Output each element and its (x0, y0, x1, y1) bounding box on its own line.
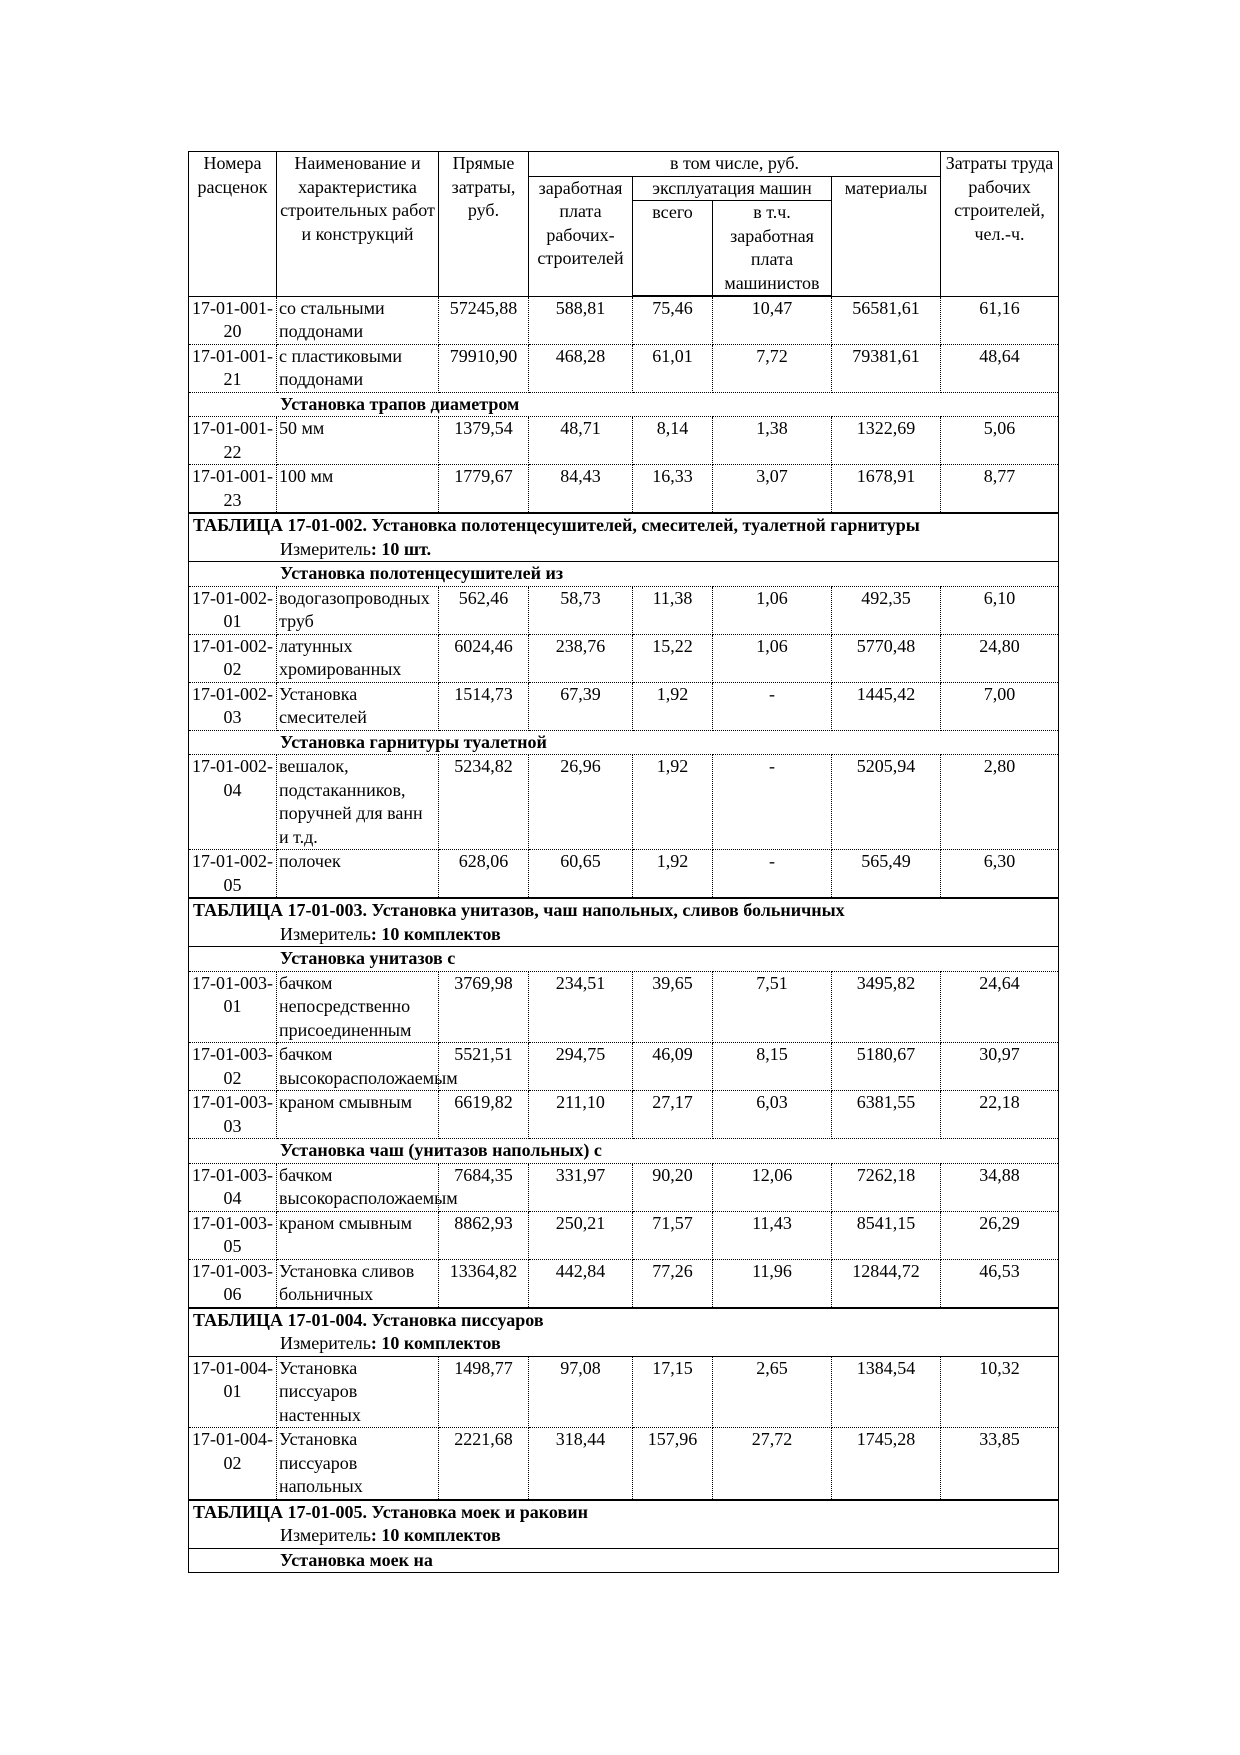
measure-unit (189, 923, 1059, 947)
row-direct-costs: 13364,82 (439, 1259, 529, 1308)
row-code: 17-01-003-05 (189, 1211, 277, 1259)
row-machines-total: 77,26 (633, 1259, 713, 1308)
row-name: бачком высокорасположаемым (277, 1163, 439, 1211)
row-labor: 7,00 (941, 682, 1059, 730)
row-code: 17-01-003-01 (189, 971, 277, 1043)
row-machines-wage: 10,47 (713, 296, 832, 344)
row-materials: 8541,15 (832, 1211, 941, 1259)
row-machines-total: 27,17 (633, 1091, 713, 1139)
row-direct-costs: 79910,90 (439, 344, 529, 392)
row-code: 17-01-002-02 (189, 634, 277, 682)
row-wage: 468,28 (529, 344, 633, 392)
group-heading: Установка трапов диаметром (189, 392, 1059, 417)
row-direct-costs: 562,46 (439, 586, 529, 634)
row-machines-wage: 7,72 (713, 344, 832, 392)
row-machines-wage: 6,03 (713, 1091, 832, 1139)
row-direct-costs: 628,06 (439, 850, 529, 899)
row-materials: 1678,91 (832, 465, 941, 514)
row-direct-costs: 5521,51 (439, 1043, 529, 1091)
header-name: Наименование и характеристика строительных работ и конструкций (277, 152, 439, 297)
row-materials: 3495,82 (832, 971, 941, 1043)
table-row (189, 1091, 1059, 1139)
row-materials: 1322,69 (832, 417, 941, 465)
group-heading-row (189, 1548, 1059, 1573)
row-machines-total: 75,46 (633, 296, 713, 344)
measure-row (189, 1332, 1059, 1356)
row-machines-total: 17,15 (633, 1356, 713, 1428)
row-wage: 588,81 (529, 296, 633, 344)
row-wage: 84,43 (529, 465, 633, 514)
table-row (189, 755, 1059, 850)
row-direct-costs: 7684,35 (439, 1163, 529, 1211)
row-machines-wage: 11,43 (713, 1211, 832, 1259)
row-labor: 33,85 (941, 1428, 1059, 1500)
row-labor: 6,10 (941, 586, 1059, 634)
row-machines-wage: 1,06 (713, 634, 832, 682)
row-labor: 24,64 (941, 971, 1059, 1043)
row-materials: 565,49 (832, 850, 941, 899)
table-row (189, 344, 1059, 392)
row-machines-total: 11,38 (633, 586, 713, 634)
row-direct-costs: 6619,82 (439, 1091, 529, 1139)
group-heading: Установка унитазов с (189, 947, 1059, 972)
row-name: вешалок, подстаканников, поручней для ванн и т.д. (277, 755, 439, 850)
row-name: бачком высокорасположаемым (277, 1043, 439, 1091)
group-heading: Установка полотенцесушителей из (189, 562, 1059, 587)
row-wage: 331,97 (529, 1163, 633, 1211)
row-code: 17-01-001-23 (189, 465, 277, 514)
row-materials: 6381,55 (832, 1091, 941, 1139)
row-wage: 250,21 (529, 1211, 633, 1259)
row-wage: 58,73 (529, 586, 633, 634)
group-heading-row (189, 947, 1059, 972)
row-materials: 492,35 (832, 586, 941, 634)
row-machines-wage: 27,72 (713, 1428, 832, 1500)
table-row (189, 417, 1059, 465)
row-machines-total: 1,92 (633, 755, 713, 850)
measure-unit (189, 1332, 1059, 1356)
row-machines-total: 46,09 (633, 1043, 713, 1091)
table-title-row (189, 1500, 1059, 1525)
row-machines-total: 15,22 (633, 634, 713, 682)
row-name: латунных хромированных (277, 634, 439, 682)
header-machines: эксплуатация машин (633, 176, 832, 201)
price-table (188, 151, 1059, 1573)
table-body (189, 296, 1059, 1573)
table-row (189, 1163, 1059, 1211)
header-wage: заработная плата рабочих-строителей (529, 176, 633, 296)
group-heading-row (189, 730, 1059, 755)
row-code: 17-01-003-03 (189, 1091, 277, 1139)
row-direct-costs: 6024,46 (439, 634, 529, 682)
measure-unit (189, 1524, 1059, 1548)
row-code: 17-01-003-02 (189, 1043, 277, 1091)
table-row (189, 465, 1059, 514)
table-row (189, 682, 1059, 730)
row-name: Установка писсуаров настенных (277, 1356, 439, 1428)
row-name: полочек (277, 850, 439, 899)
table-row (189, 850, 1059, 899)
measure-label: Измеритель (280, 538, 371, 559)
header-machines-total: всего (633, 201, 713, 297)
measure-label: Измеритель (280, 923, 371, 944)
header-including: в том числе, руб. (529, 152, 941, 177)
row-machines-total: 1,92 (633, 850, 713, 899)
row-code: 17-01-001-20 (189, 296, 277, 344)
row-machines-wage: 1,06 (713, 586, 832, 634)
row-code: 17-01-002-03 (189, 682, 277, 730)
row-materials: 56581,61 (832, 296, 941, 344)
row-labor: 8,77 (941, 465, 1059, 514)
row-materials: 5205,94 (832, 755, 941, 850)
price-table-sheet (188, 151, 1058, 1573)
row-machines-wage: 7,51 (713, 971, 832, 1043)
row-code: 17-01-002-04 (189, 755, 277, 850)
group-heading-row (189, 392, 1059, 417)
row-code: 17-01-001-22 (189, 417, 277, 465)
row-materials: 7262,18 (832, 1163, 941, 1211)
row-code: 17-01-002-01 (189, 586, 277, 634)
row-name: Установка сливов больничных (277, 1259, 439, 1308)
row-machines-total: 39,65 (633, 971, 713, 1043)
row-labor: 22,18 (941, 1091, 1059, 1139)
group-heading: Установка моек на (189, 1548, 1059, 1573)
row-machines-total: 157,96 (633, 1428, 713, 1500)
row-machines-wage: - (713, 755, 832, 850)
row-labor: 24,80 (941, 634, 1059, 682)
row-code: 17-01-002-05 (189, 850, 277, 899)
row-wage: 26,96 (529, 755, 633, 850)
row-code: 17-01-001-21 (189, 344, 277, 392)
measure-value: : 10 шт. (370, 538, 432, 559)
row-machines-total: 16,33 (633, 465, 713, 514)
header-code: Номера расценок (189, 152, 277, 297)
measure-value: : 10 комплектов (370, 1525, 501, 1545)
row-direct-costs: 2221,68 (439, 1428, 529, 1500)
row-labor: 34,88 (941, 1163, 1059, 1211)
row-materials: 12844,72 (832, 1259, 941, 1308)
row-machines-total: 61,01 (633, 344, 713, 392)
measure-label: Измеритель (280, 1333, 371, 1353)
row-labor: 46,53 (941, 1259, 1059, 1308)
row-labor: 6,30 (941, 850, 1059, 899)
row-code: 17-01-003-04 (189, 1163, 277, 1211)
table-row (189, 971, 1059, 1043)
row-direct-costs: 8862,93 (439, 1211, 529, 1259)
row-labor: 30,97 (941, 1043, 1059, 1091)
row-direct-costs: 1379,54 (439, 417, 529, 465)
row-materials: 5180,67 (832, 1043, 941, 1091)
header-materials: материалы (832, 176, 941, 296)
table-title: ТАБЛИЦА 17-01-003. Установка унитазов, чаш напольных, сливов больничных (189, 898, 1059, 923)
measure-value: : 10 комплектов (370, 1333, 501, 1353)
row-machines-wage: 8,15 (713, 1043, 832, 1091)
row-direct-costs: 1514,73 (439, 682, 529, 730)
row-machines-wage: - (713, 682, 832, 730)
row-machines-wage: 3,07 (713, 465, 832, 514)
row-labor: 2,80 (941, 755, 1059, 850)
table-row (189, 634, 1059, 682)
row-labor: 10,32 (941, 1356, 1059, 1428)
table-row (189, 586, 1059, 634)
row-wage: 318,44 (529, 1428, 633, 1500)
row-machines-total: 8,14 (633, 417, 713, 465)
table-row (189, 1428, 1059, 1500)
row-wage: 60,65 (529, 850, 633, 899)
row-direct-costs: 1779,67 (439, 465, 529, 514)
row-wage: 48,71 (529, 417, 633, 465)
row-name: 50 мм (277, 417, 439, 465)
measure-label: Измеритель (280, 1525, 371, 1545)
header-direct-costs: Прямые затраты, руб. (439, 152, 529, 297)
row-code: 17-01-004-02 (189, 1428, 277, 1500)
row-wage: 442,84 (529, 1259, 633, 1308)
table-row (189, 296, 1059, 344)
row-machines-total: 90,20 (633, 1163, 713, 1211)
row-labor: 48,64 (941, 344, 1059, 392)
table-row (189, 1259, 1059, 1308)
row-materials: 1445,42 (832, 682, 941, 730)
row-wage: 67,39 (529, 682, 633, 730)
row-code: 17-01-003-06 (189, 1259, 277, 1308)
table-row (189, 1356, 1059, 1428)
row-name: краном смывным (277, 1091, 439, 1139)
row-name: водогазопроводных труб (277, 586, 439, 634)
row-wage: 234,51 (529, 971, 633, 1043)
row-name: бачком непосредственно присоединенным (277, 971, 439, 1043)
row-name: Установка смесителей (277, 682, 439, 730)
row-wage: 238,76 (529, 634, 633, 682)
row-direct-costs: 57245,88 (439, 296, 529, 344)
row-machines-wage: 2,65 (713, 1356, 832, 1428)
measure-unit (189, 538, 1059, 562)
measure-row (189, 923, 1059, 947)
row-direct-costs: 5234,82 (439, 755, 529, 850)
table-row (189, 1211, 1059, 1259)
row-labor: 61,16 (941, 296, 1059, 344)
row-wage: 211,10 (529, 1091, 633, 1139)
measure-value: : 10 комплектов (370, 923, 501, 944)
row-machines-total: 1,92 (633, 682, 713, 730)
row-name: с пластиковыми поддонами (277, 344, 439, 392)
row-direct-costs: 1498,77 (439, 1356, 529, 1428)
row-labor: 5,06 (941, 417, 1059, 465)
table-title-row (189, 513, 1059, 538)
row-machines-wage: 12,06 (713, 1163, 832, 1211)
row-direct-costs: 3769,98 (439, 971, 529, 1043)
row-name: краном смывным (277, 1211, 439, 1259)
row-name: со стальными поддонами (277, 296, 439, 344)
header-machines-wage: в т.ч. заработная плата машинистов (713, 201, 832, 297)
row-materials: 1384,54 (832, 1356, 941, 1428)
table-title-row (189, 898, 1059, 923)
table-title-row (189, 1308, 1059, 1333)
row-machines-wage: - (713, 850, 832, 899)
table-title: ТАБЛИЦА 17-01-005. Установка моек и раковин (189, 1500, 1059, 1525)
measure-row (189, 1524, 1059, 1548)
table-title: ТАБЛИЦА 17-01-004. Установка писсуаров (189, 1308, 1059, 1333)
measure-row (189, 538, 1059, 562)
row-labor: 26,29 (941, 1211, 1059, 1259)
row-name: 100 мм (277, 465, 439, 514)
row-materials: 79381,61 (832, 344, 941, 392)
group-heading: Установка гарнитуры туалетной (189, 730, 1059, 755)
table-row (189, 1043, 1059, 1091)
group-heading-row (189, 1139, 1059, 1164)
group-heading-row (189, 562, 1059, 587)
row-code: 17-01-004-01 (189, 1356, 277, 1428)
row-machines-total: 71,57 (633, 1211, 713, 1259)
row-machines-wage: 11,96 (713, 1259, 832, 1308)
table-title: ТАБЛИЦА 17-01-002. Установка полотенцесушителей, смесителей, туалетной гарнитуры (189, 513, 1059, 538)
header-labor: Затраты труда рабочих строителей, чел.-ч. (941, 152, 1059, 297)
row-machines-wage: 1,38 (713, 417, 832, 465)
group-heading: Установка чаш (унитазов напольных) с (189, 1139, 1059, 1164)
row-name: Установка писсуаров напольных (277, 1428, 439, 1500)
row-wage: 97,08 (529, 1356, 633, 1428)
row-materials: 5770,48 (832, 634, 941, 682)
row-wage: 294,75 (529, 1043, 633, 1091)
row-materials: 1745,28 (832, 1428, 941, 1500)
